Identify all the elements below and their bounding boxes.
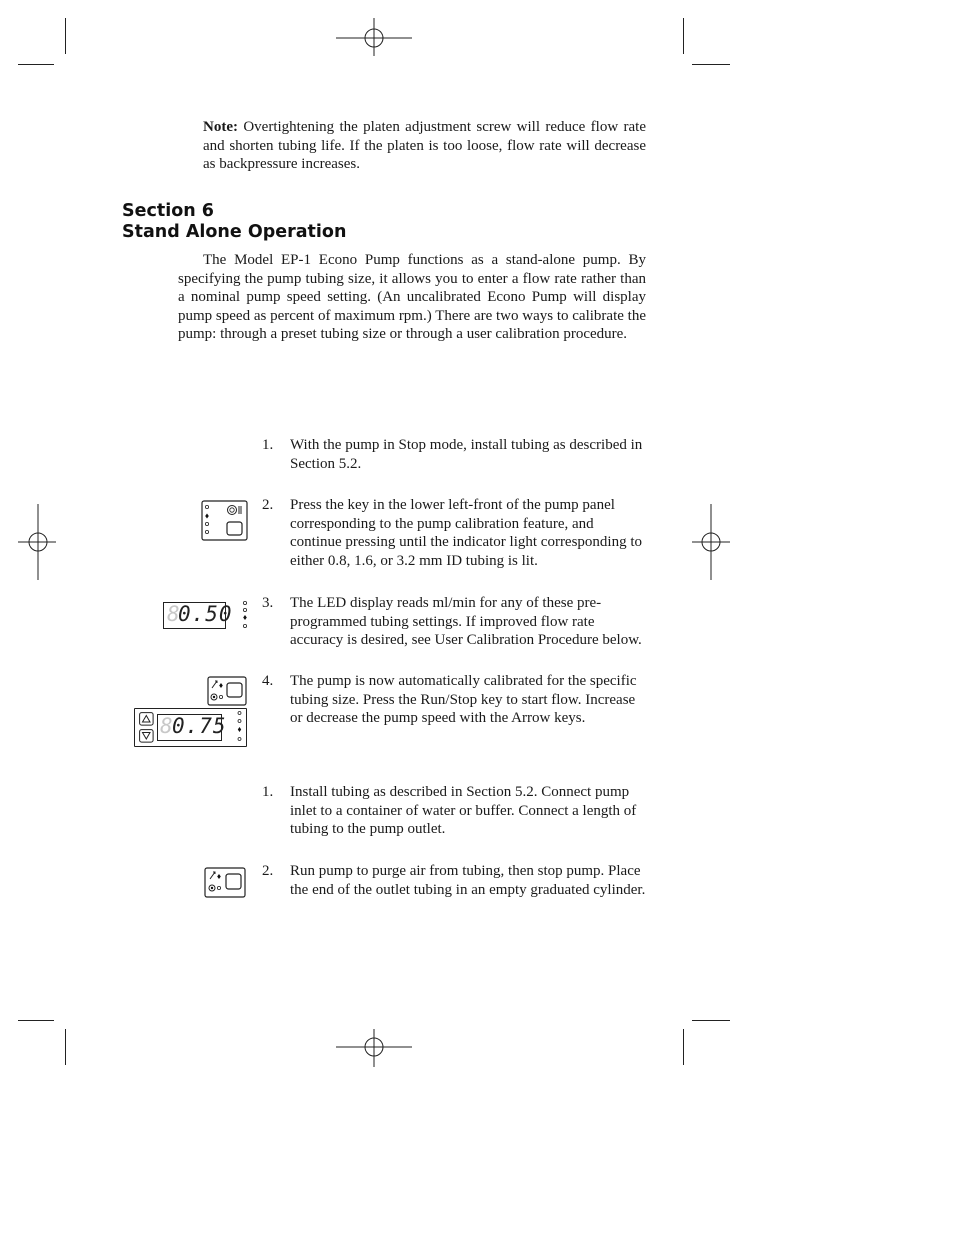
step-number: 1. [262,437,274,453]
registration-mark-icon [336,0,412,76]
step-text: Install tubing as described in Section 5.2. Connect pump inlet to a container of water or buffer. Connect a length of tubing to the pump outlet. [290,784,637,838]
note-label: Note: [203,119,238,135]
section-heading [122,201,346,243]
step-number: 1. [262,784,274,800]
crop-mark [65,1029,66,1065]
led-dim-digit: 8 [167,602,180,626]
step-number: 3. [262,595,274,611]
note-paragraph [203,118,646,174]
run-stop-key-icon [204,867,247,898]
section-number: Section 6 [122,201,214,221]
crop-mark [683,1029,684,1065]
step-text: With the pump in Stop mode, install tubing as described in Section 5.2. [290,437,643,472]
registration-mark-icon [673,504,749,580]
crop-mark [18,1020,54,1021]
indicator-lights-icon [240,600,250,632]
indicator-lights-icon [235,710,244,744]
crop-mark [692,64,730,65]
run-stop-key-icon [207,676,248,707]
step-number: 2. [262,863,274,879]
note-text: Overtightening the platen adjustment screw will reduce flow rate and shorten tubing life. If the platen is too loose, flow rate will decrease as backpressure increases. [203,119,647,173]
intro-paragraph: The Model EP-1 Econo Pump functions as a stand-alone pump. By specifying the pump tubing size, it allows you to enter a flow rate rather than a nominal pump speed setting. (An uncalibrated Econo Pump will display pump speed as percent of maximum rpm.) There are two ways to calibrate the pump: through a preset tubing size or through a user calibration procedure. [178,252,646,343]
arrow-keys-display-panel [134,708,247,747]
step-text: Press the key in the lower left-front of the pump panel corresponding to the pump calibration feature, and continue pressing until the indicator light corresponding to either 0.8, 1.6, or 3.2 mm ID tubing is lit. [290,497,643,569]
step-text: Run pump to purge air from tubing, then stop pump. Place the end of the outlet tubing in an empty graduated cylinder. [290,863,646,898]
crop-mark [683,18,684,54]
step-text: The pump is now automatically calibrated for the specific tubing size. Press the Run/Stop key to start flow. Increase or decrease the pump speed with the Arrow keys. [290,673,637,727]
led-dim-digit: 8 [160,714,173,738]
section-title: Stand Alone Operation [122,222,347,242]
crop-mark [692,1020,730,1021]
up-arrow-key-icon [139,712,154,726]
step-text: The LED display reads ml/min for any of these pre-programmed tubing settings. If improved flow rate accuracy is desired, see User Calibration Procedure below. [290,595,642,649]
led-readout: 0.75 [172,714,227,738]
led-readout: 0.50 [178,602,233,626]
tubing-size-key-icon [201,500,249,542]
crop-mark [18,64,54,65]
registration-mark-icon [0,504,76,580]
step-number: 4. [262,673,274,689]
registration-mark-icon [336,1009,412,1085]
led-display-icon [160,602,252,632]
crop-mark [65,18,66,54]
step-number: 2. [262,497,274,513]
down-arrow-key-icon [139,729,154,743]
